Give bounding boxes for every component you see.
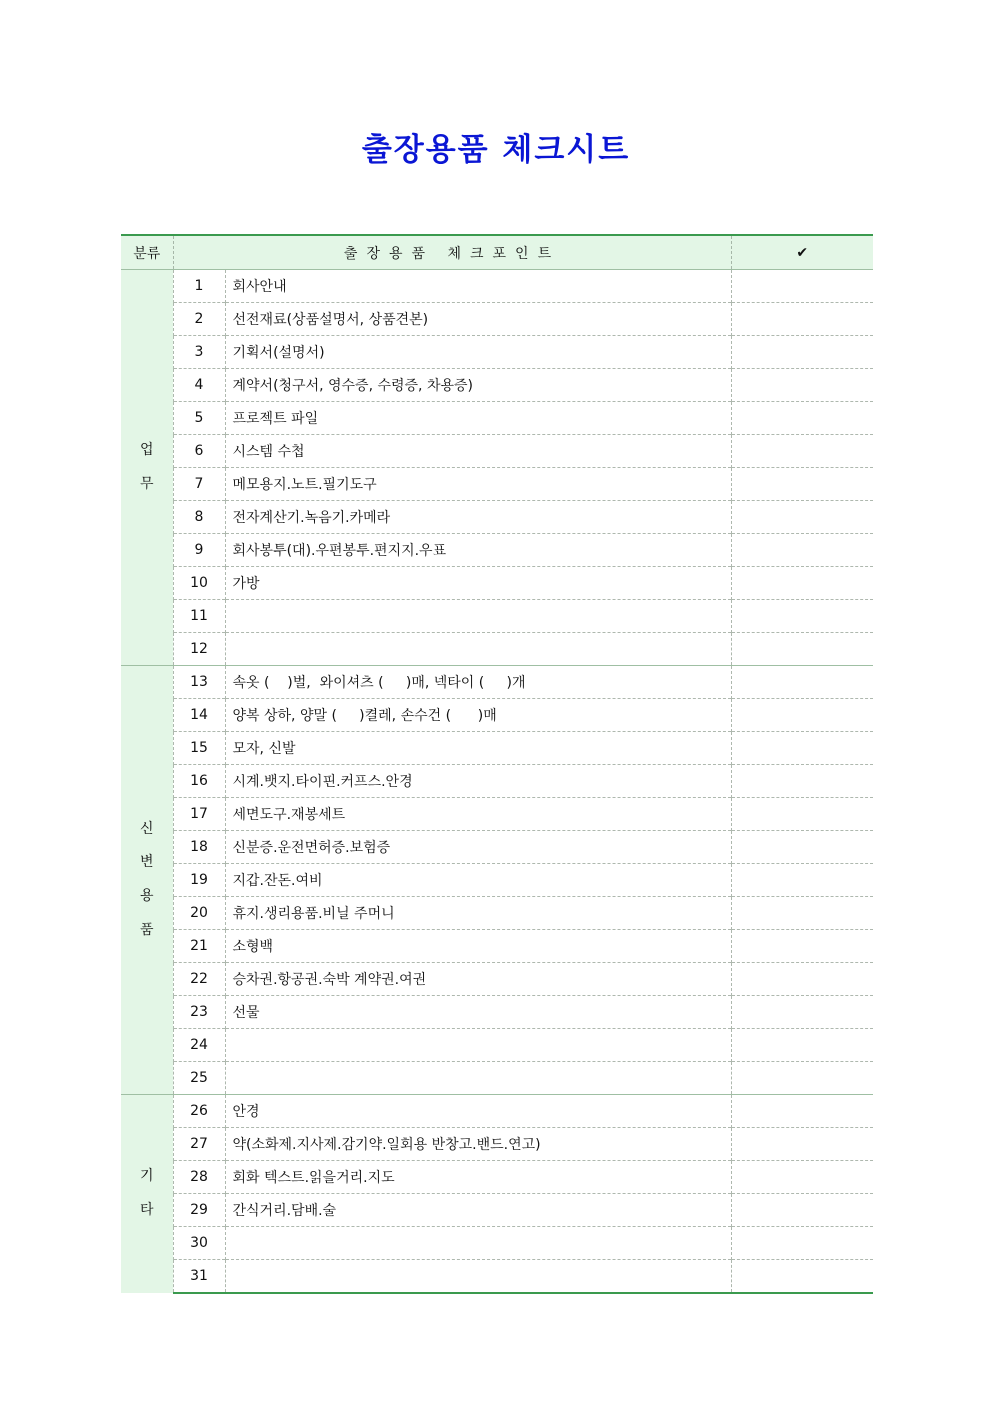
- check-cell[interactable]: [731, 1095, 873, 1128]
- item-number: 2: [173, 303, 225, 336]
- item-number: 16: [173, 765, 225, 798]
- header-checkpoint: 출장용품 체크포인트: [173, 235, 731, 270]
- item-text: 세면도구.재봉세트: [225, 798, 731, 831]
- item-text: 시계.뱃지.타이핀.커프스.안경: [225, 765, 731, 798]
- checklist-row: [121, 732, 873, 765]
- item-number: 5: [173, 402, 225, 435]
- item-text: 전자계산기.녹음기.카메라: [225, 501, 731, 534]
- item-number: 24: [173, 1029, 225, 1062]
- checklist-row: [121, 501, 873, 534]
- check-cell[interactable]: [731, 996, 873, 1029]
- item-text: 휴지.생리용품.비닐 주머니: [225, 897, 731, 930]
- category-label-char: 신: [139, 820, 154, 837]
- item-number: 25: [173, 1062, 225, 1095]
- item-number: 20: [173, 897, 225, 930]
- category-cell: [121, 270, 173, 666]
- item-number: 18: [173, 831, 225, 864]
- checklist-row: [121, 996, 873, 1029]
- check-cell[interactable]: [731, 270, 873, 303]
- item-number: 17: [173, 798, 225, 831]
- item-text: 회사안내: [225, 270, 731, 303]
- check-cell[interactable]: [731, 567, 873, 600]
- check-cell[interactable]: [731, 798, 873, 831]
- checklist-row: [121, 798, 873, 831]
- checklist-row: [121, 1029, 873, 1062]
- item-text: 약(소화제.지사제.감기약.일회용 반창고.밴드.연고): [225, 1128, 731, 1161]
- item-number: 1: [173, 270, 225, 303]
- check-cell[interactable]: [731, 1227, 873, 1260]
- checklist-body: [121, 270, 873, 1294]
- item-number: 7: [173, 468, 225, 501]
- item-number: 19: [173, 864, 225, 897]
- item-text: 신분증.운전면허증.보험증: [225, 831, 731, 864]
- check-cell[interactable]: [731, 336, 873, 369]
- checklist-row: [121, 567, 873, 600]
- checklist-row: [121, 831, 873, 864]
- check-cell[interactable]: [731, 897, 873, 930]
- item-number: 28: [173, 1161, 225, 1194]
- category-label-char: 기: [139, 1168, 154, 1185]
- check-cell[interactable]: [731, 468, 873, 501]
- check-cell[interactable]: [731, 1161, 873, 1194]
- header-check: ✔: [731, 235, 873, 270]
- item-text: 지갑.잔돈.여비: [225, 864, 731, 897]
- item-number: 29: [173, 1194, 225, 1227]
- header-category: 분류: [121, 235, 173, 270]
- checklist-row: [121, 765, 873, 798]
- checklist-row: [121, 864, 873, 897]
- checklist-row: [121, 303, 873, 336]
- check-cell[interactable]: [731, 369, 873, 402]
- item-number: 8: [173, 501, 225, 534]
- checklist-row: [121, 666, 873, 699]
- item-number: 31: [173, 1260, 225, 1294]
- item-number: 15: [173, 732, 225, 765]
- checklist-row: [121, 534, 873, 567]
- check-cell[interactable]: [731, 1260, 873, 1294]
- checklist-row: [121, 600, 873, 633]
- item-text: 프로젝트 파일: [225, 402, 731, 435]
- check-cell[interactable]: [731, 831, 873, 864]
- check-cell[interactable]: [731, 402, 873, 435]
- item-number: 13: [173, 666, 225, 699]
- item-text: 안경: [225, 1095, 731, 1128]
- item-number: 11: [173, 600, 225, 633]
- checklist-row: [121, 369, 873, 402]
- checklist-row: [121, 1095, 873, 1128]
- item-text: 승차권.항공권.숙박 계약권.여권: [225, 963, 731, 996]
- item-number: 4: [173, 369, 225, 402]
- category-cell: [121, 1095, 173, 1294]
- check-cell[interactable]: [731, 633, 873, 666]
- item-text: 회사봉투(대).우편봉투.편지지.우표: [225, 534, 731, 567]
- item-number: 12: [173, 633, 225, 666]
- item-number: 10: [173, 567, 225, 600]
- item-text: 간식거리.담배.술: [225, 1194, 731, 1227]
- item-text: 양복 상하, 양말 ( )켤레, 손수건 ( )매: [225, 699, 731, 732]
- item-text: [225, 1029, 731, 1062]
- item-text: 계약서(청구서, 영수증, 수령증, 차용증): [225, 369, 731, 402]
- item-text: 소형백: [225, 930, 731, 963]
- category-label-char: 타: [139, 1202, 154, 1218]
- check-cell[interactable]: [731, 963, 873, 996]
- item-text: 메모용지.노트.필기도구: [225, 468, 731, 501]
- item-number: 9: [173, 534, 225, 567]
- item-number: 14: [173, 699, 225, 732]
- item-text: [225, 1227, 731, 1260]
- item-text: 회화 텍스트.읽을거리.지도: [225, 1161, 731, 1194]
- category-cell: [121, 666, 173, 1095]
- checklist-row: [121, 336, 873, 369]
- checklist-row: [121, 633, 873, 666]
- check-cell[interactable]: [731, 864, 873, 897]
- item-text: 속옷 ( )벌, 와이셔츠 ( )매, 넥타이 ( )개: [225, 666, 731, 699]
- checklist-row: [121, 1128, 873, 1161]
- check-cell[interactable]: [731, 765, 873, 798]
- item-number: 23: [173, 996, 225, 1029]
- checklist-row: [121, 270, 873, 303]
- check-cell[interactable]: [731, 930, 873, 963]
- checklist-row: [121, 402, 873, 435]
- check-cell[interactable]: [731, 1062, 873, 1095]
- item-number: 26: [173, 1095, 225, 1128]
- check-cell[interactable]: [731, 435, 873, 468]
- category-label-char: 업: [139, 441, 154, 458]
- category-label-char: 용: [139, 888, 154, 904]
- check-cell[interactable]: [731, 501, 873, 534]
- item-text: 가방: [225, 567, 731, 600]
- category-label-char: 변: [139, 854, 154, 871]
- check-cell[interactable]: [731, 732, 873, 765]
- item-text: 선전재료(상품설명서, 상품견본): [225, 303, 731, 336]
- checklist-row: [121, 699, 873, 732]
- item-number: 27: [173, 1128, 225, 1161]
- item-text: 기획서(설명서): [225, 336, 731, 369]
- item-text: 모자, 신발: [225, 732, 731, 765]
- item-number: 3: [173, 336, 225, 369]
- checklist-row: [121, 1260, 873, 1294]
- page-title: 출장용품 체크시트: [361, 132, 631, 168]
- check-cell[interactable]: [731, 1128, 873, 1161]
- item-text: [225, 1062, 731, 1095]
- item-text: [225, 1260, 731, 1294]
- checklist-row: [121, 468, 873, 501]
- item-text: 시스템 수첩: [225, 435, 731, 468]
- checklist-row: [121, 1194, 873, 1227]
- check-cell[interactable]: [731, 666, 873, 699]
- checklist-row: [121, 930, 873, 963]
- check-cell[interactable]: [731, 303, 873, 336]
- category-label-char: 무: [139, 475, 154, 492]
- check-cell[interactable]: [731, 699, 873, 732]
- item-number: 22: [173, 963, 225, 996]
- item-number: 6: [173, 435, 225, 468]
- check-cell[interactable]: [731, 600, 873, 633]
- checklist-row: [121, 897, 873, 930]
- header-row: [121, 235, 873, 270]
- checklist-row: [121, 435, 873, 468]
- checklist-row: [121, 1161, 873, 1194]
- item-number: 30: [173, 1227, 225, 1260]
- checklist-row: [121, 1062, 873, 1095]
- item-number: 21: [173, 930, 225, 963]
- check-cell[interactable]: [731, 1194, 873, 1227]
- check-cell[interactable]: [731, 1029, 873, 1062]
- checklist-row: [121, 963, 873, 996]
- item-text: 선물: [225, 996, 731, 1029]
- item-text: [225, 600, 731, 633]
- checklist-table: [121, 234, 873, 1294]
- item-text: [225, 633, 731, 666]
- checklist-row: [121, 1227, 873, 1260]
- check-cell[interactable]: [731, 534, 873, 567]
- category-label-char: 품: [139, 921, 154, 938]
